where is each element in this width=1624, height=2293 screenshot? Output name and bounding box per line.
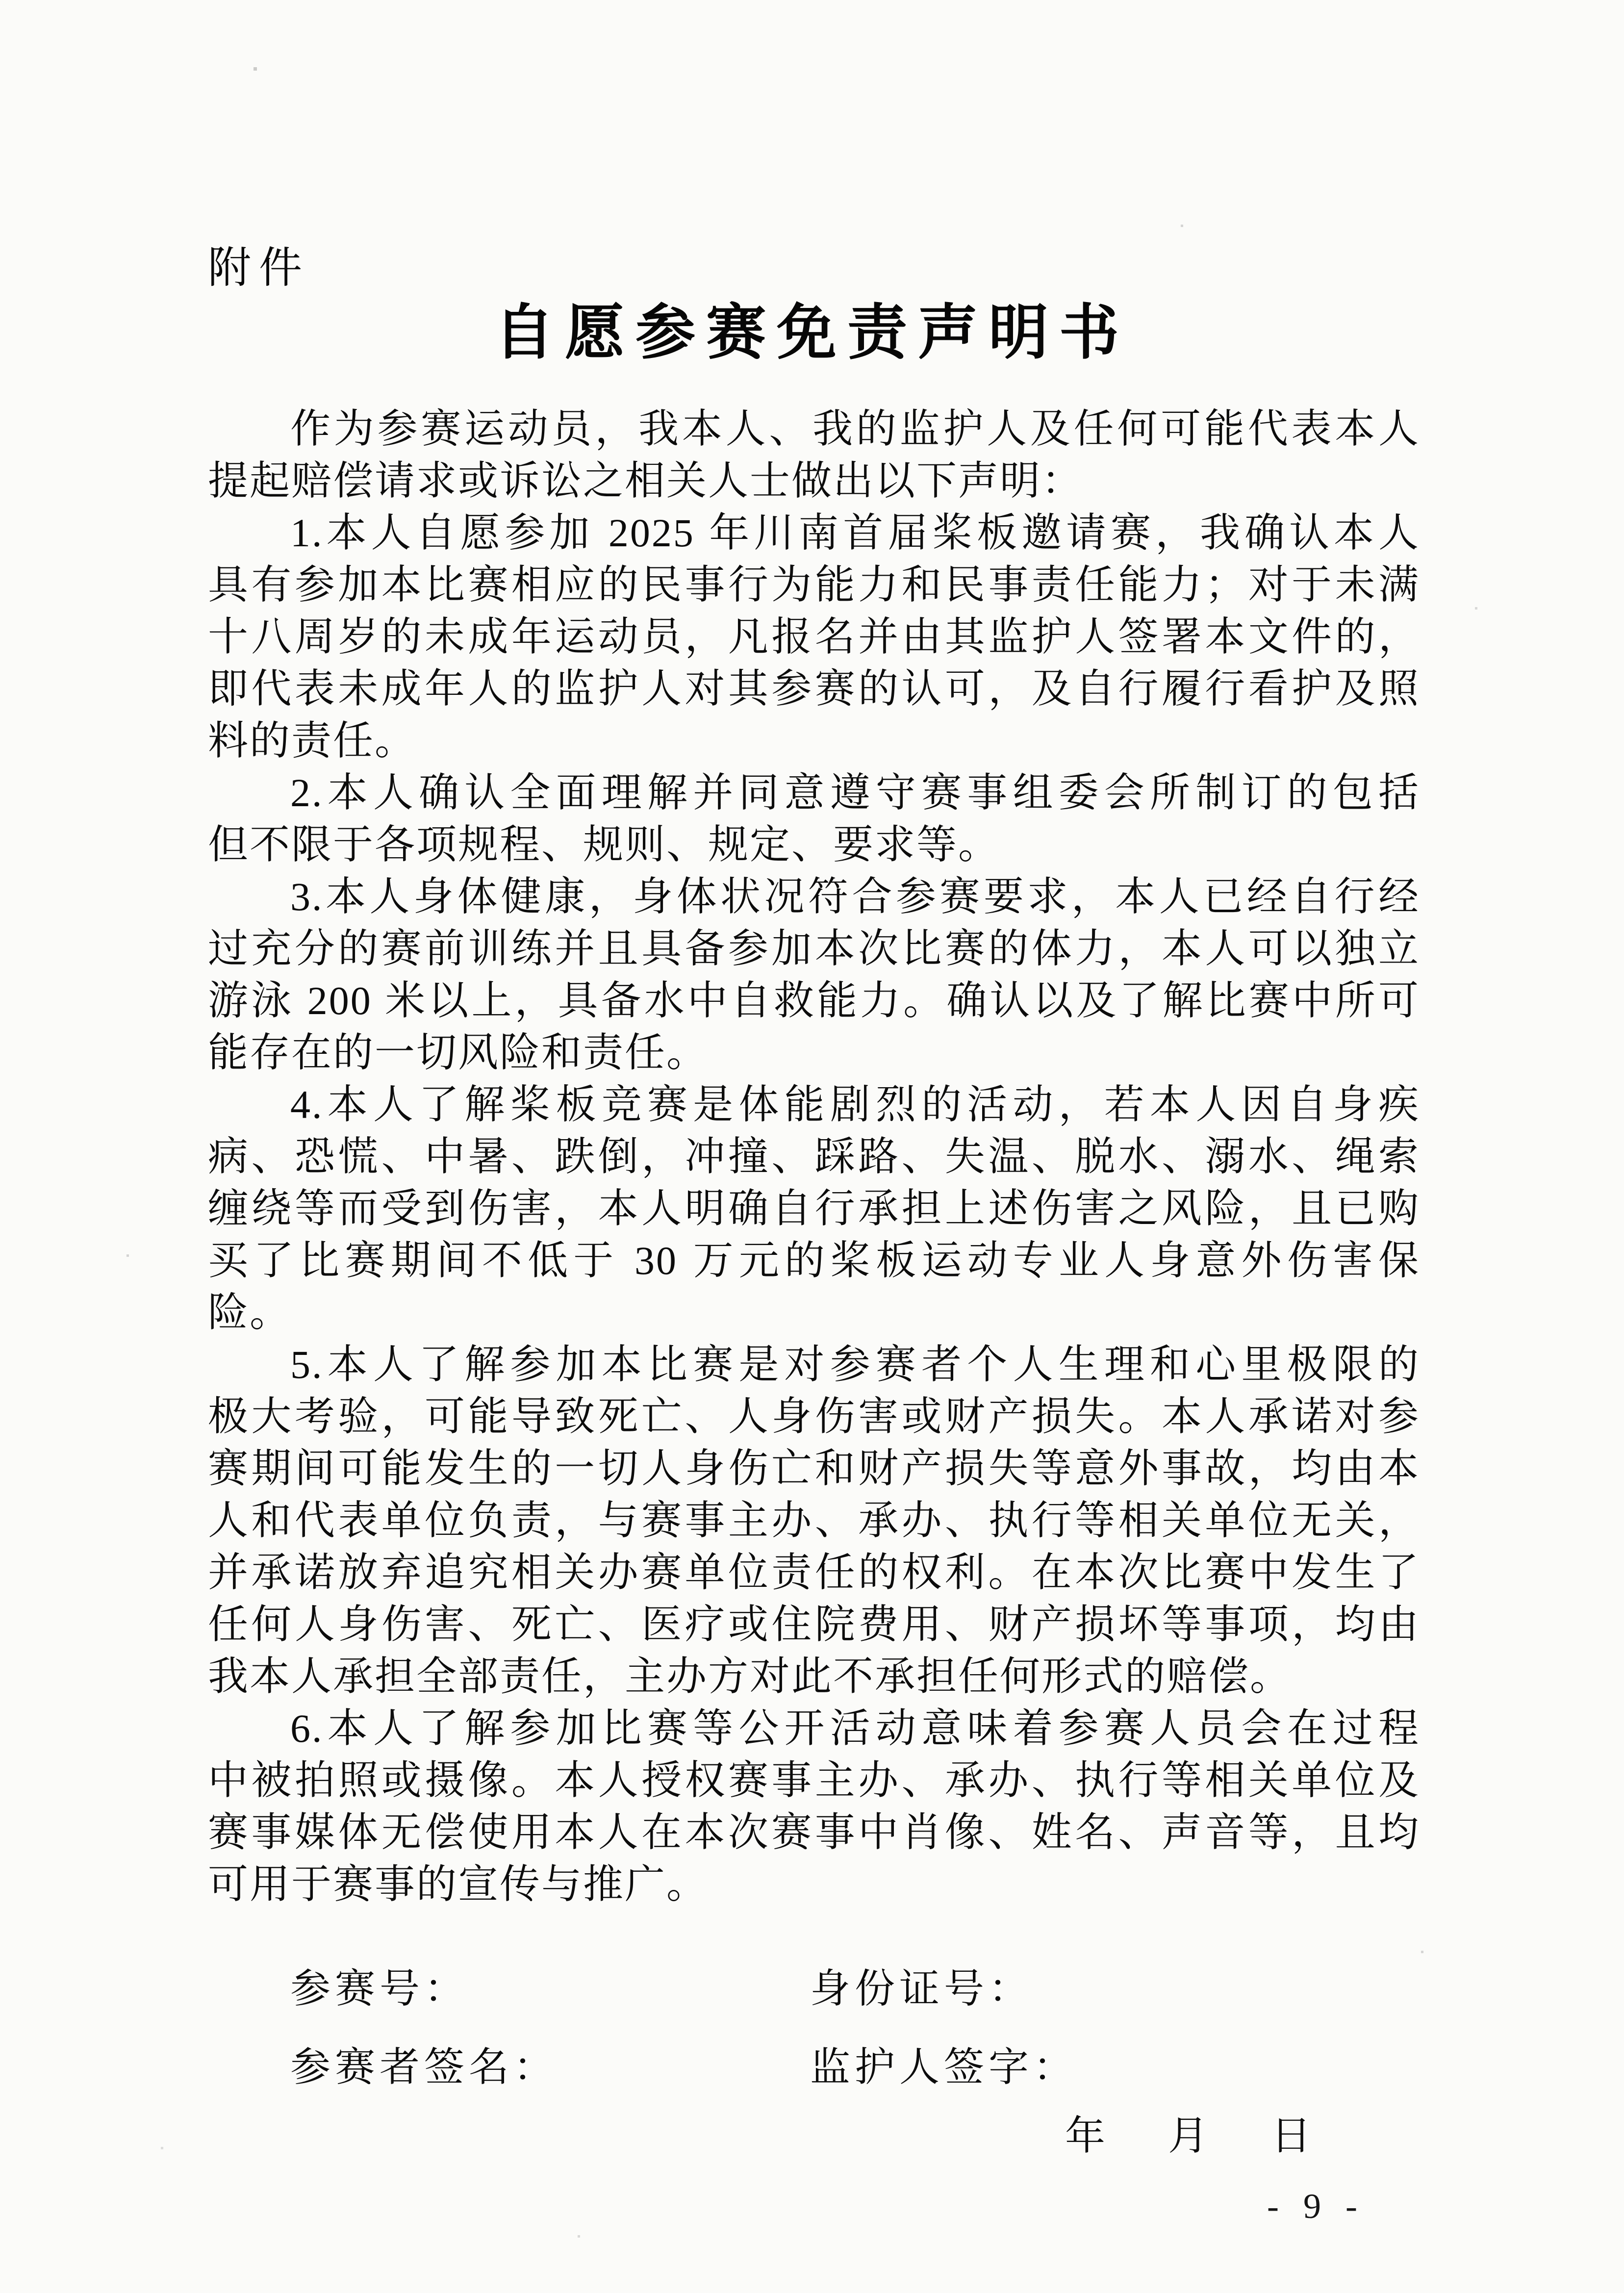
body-line: 即代表未成年人的监护人对其参赛的认可，及自行履行看护及照: [208, 666, 1420, 711]
body-line: 5.本人了解参加本比赛是对参赛者个人生理和心里极限的: [290, 1342, 1420, 1387]
body-line: 但不限于各项规程、规则、规定、要求等。: [208, 822, 1000, 867]
body-line: 作为参赛运动员，我本人、我的监护人及任何可能代表本人: [290, 407, 1420, 451]
body-line: 赛期间可能发生的一切人身伤亡和财产损失等意外事故，均由本: [208, 1446, 1420, 1491]
document-title: 自愿参赛免责声明书: [494, 300, 1130, 366]
body-line: 料的责任。: [208, 718, 417, 763]
body-line: 买了比赛期间不低于 30 万元的桨板运动专业人身意外伤害保: [208, 1238, 1420, 1283]
attachment-label: 附件: [208, 243, 310, 292]
month-label: 月: [1168, 2114, 1209, 2158]
declaration-body-text: [208, 403, 1420, 1911]
body-line: 缠绕等而受到伤害，本人明确自行承担上述伤害之风险，且已购: [208, 1186, 1420, 1231]
body-line: 可用于赛事的宣传与推广。: [208, 1862, 709, 1907]
body-line: 过充分的赛前训练并且具备参加本次比赛的体力，本人可以独立: [208, 926, 1420, 971]
body-line: 6.本人了解参加比赛等公开活动意味着参赛人员会在过程: [290, 1706, 1420, 1751]
date-line: [1065, 2104, 1311, 2161]
year-label: 年: [1065, 2114, 1106, 2158]
body-line: 游泳 200 米以上，具备水中自救能力。确认以及了解比赛中所可: [208, 978, 1420, 1023]
entry-number-label: 参赛号：: [290, 1966, 469, 2011]
body-line: 中被拍照或摄像。本人授权赛事主办、承办、执行等相关单位及: [208, 1758, 1420, 1803]
body-line: 1.本人自愿参加 2025 年川南首届桨板邀请赛，我确认本人: [290, 510, 1420, 555]
day-label: 日: [1271, 2114, 1312, 2158]
body-line: 极大考验，可能导致死亡、人身伤害或财产损失。本人承诺对参: [208, 1394, 1420, 1439]
participant-signature-label: 参赛者签名：: [290, 2045, 558, 2089]
page-number: - 9 -: [1267, 2187, 1360, 2226]
guardian-signature-label: 监护人签字：: [810, 2045, 1078, 2089]
body-line: 4.本人了解桨板竞赛是体能剧烈的活动，若本人因自身疾: [290, 1082, 1420, 1127]
body-line: 2.本人确认全面理解并同意遵守赛事组委会所制订的包括: [290, 770, 1420, 815]
body-line: 病、恐慌、中暑、跌倒，冲撞、踩路、失温、脱水、溺水、绳索: [208, 1134, 1420, 1179]
body-line: 具有参加本比赛相应的民事行为能力和民事责任能力；对于未满: [208, 562, 1420, 607]
body-line: 十八周岁的未成年运动员，凡报名并由其监护人签署本文件的，: [208, 614, 1420, 659]
body-line: 赛事媒体无偿使用本人在本次赛事中肖像、姓名、声音等，且均: [208, 1810, 1420, 1855]
id-number-label: 身份证号：: [810, 1966, 1034, 2011]
body-line: 险。: [208, 1290, 292, 1335]
body-line: 能存在的一切风险和责任。: [208, 1030, 709, 1075]
body-line: 我本人承担全部责任，主办方对此不承担任何形式的赔偿。: [208, 1654, 1292, 1699]
body-line: 提起赔偿请求或诉讼之相关人士做出以下声明：: [208, 459, 1084, 503]
body-line: 任何人身伤害、死亡、医疗或住院费用、财产损坏等事项，均由: [208, 1602, 1420, 1647]
body-line: 并承诺放弃追究相关办赛单位责任的权利。在本次比赛中发生了: [208, 1550, 1420, 1595]
body-line: 3.本人身体健康，身体状况符合参赛要求，本人已经自行经: [290, 874, 1420, 919]
body-line: 人和代表单位负责，与赛事主办、承办、执行等相关单位无关，: [208, 1498, 1420, 1543]
